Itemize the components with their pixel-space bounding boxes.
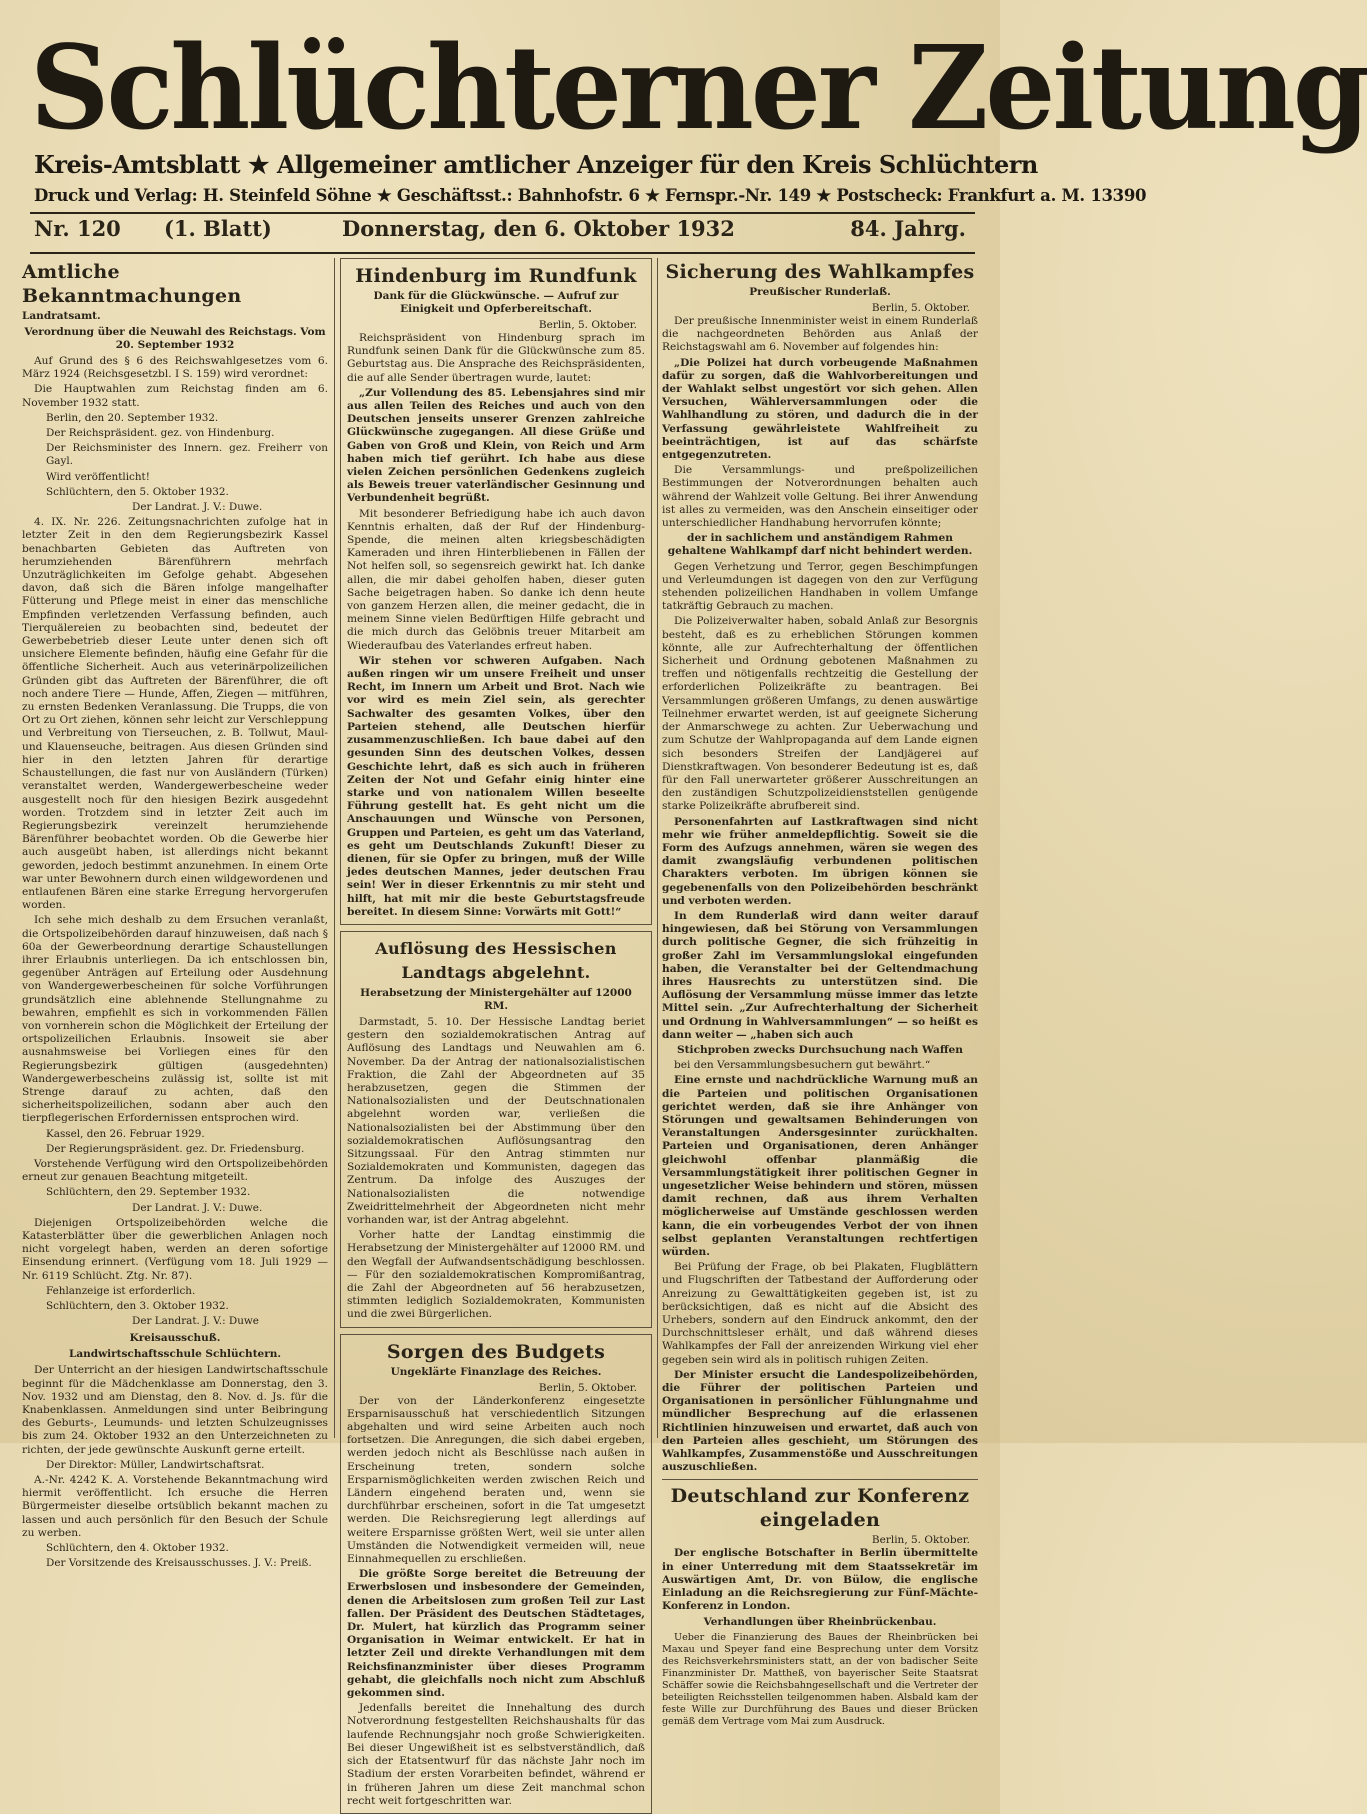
paragraph: Der englische Botschafter in Berlin übermittelte in einer Unterredung mit dem Staatssekretär im Auswärtigen Amt, Dr. von Bülow, die englische Einladung an die Reichsregierung zur Fünf-Mächte-Konferenz in London. [662, 1547, 978, 1613]
article-hindenburg [340, 258, 652, 925]
sheet-number: (1. Blatt) [164, 216, 272, 241]
paragraph: Mit besonderer Befriedigung habe ich auch davon Kenntnis erhalten, daß der Ruf der Hindenburg-Spende, die meinen alten kriegsbeschädigten Kameraden und ihren Hinterbliebenen in Fällen der Not helfen soll, so segensreich gewirkt hat. Ich danke allen, die mir dabei geholfen haben, dieser guten Sache beigetragen haben. So danke ich denn heute von ganzem Herzen allen, die meiner gedacht, die in meinem Sinne vielen Bedürftigen Hilfe gebracht und die mich durch das Gelöbnis treuer Mitarbeit am Wiederaufbau des Vaterlandes erfreut haben. [347, 507, 645, 652]
column-divider [657, 258, 658, 1438]
signature-line: Schlüchtern, den 4. Oktober 1932. [46, 1542, 229, 1555]
paragraph: 4. IX. Nr. 226. Zeitungsnachrichten zufolge hat in letzter Zeit in den dem Regierungsbezirk Kassel benachbarten Gebieten das Auftreten von herumziehenden Bärenführern mehrfach Unzuträglichkeiten im Gefolge gehabt. Abgesehen davon, daß sich die Bären infolge mangelhafter Fütterung und Pflege meist in einer das menschliche Empfinden verletzenden Verfassung befinden, auch Tierquälereien zu beobachten sind, bedeutet der Gewerbebetrieb dieser Leute unter denen sich oft unsichere Elemente befinden, häufig eine Gefahr für die öffentliche Sicherheit. Auch aus veterinärpolizeilichen Gründen gibt das Auftreten der Bärenführer, die oft noch andere Tiere — Hunde, Affen, Ziegen — mitführen, zu ernsten Bedenken Veranlassung. Die Trupps, die von Ort zu Ort ziehen, können sehr leicht zur Verschleppung und Verbreitung von Tierseuchen, z. B. Tollwut, Maul- und Klauenseuche, beitragen. Aus diesen Gründen sind hier in den letzten Jahren für derartige Schaustellungen, die fast nur von Ausländern (Türken) veranstaltet werden, Wandergewerbescheine weder ausgestellt noch für den hiesigen Bezirk ausgedehnt worden. Trotzdem sind in letzter Zeit auch im Regierungsbezirk vereinzelt herumziehende Bärenführer beobachtet worden. Ob die Gewerbe hier auch ausgeübt haben, ist allerdings nicht bekannt geworden, jedoch bestimmt anzunehmen. In einem Orte war unter Bewohnern durch einen wildgewordenen und entlaufenen Bären eine starke Erregung hervorgerufen worden. [22, 516, 328, 912]
article-dateline: Berlin, 5. Oktober. [538, 319, 637, 331]
paragraph: Die größte Sorge bereitet die Betreuung der Erwerbslosen und insbesondere der Gemeinden, denen die Arbeitslosen zum großen Teil zur Last fallen. Der Präsident des Deutschen Städtetages, Dr. Mulert, hat kürzlich das Programm seiner Organisation in Weimar entwickelt. Er hat in letzter Zeil und direkte Verhandlungen mit dem Reichsfinanzminister über dieses Programm gehabt, die gleichfalls noch nicht zum Abschluß gekommen sind. [347, 1568, 645, 1700]
rule-top [30, 212, 975, 214]
signature-line: Der Landrat. J. V.: Duwe. [132, 501, 263, 514]
paragraph: Der von der Länderkonferenz eingesetzte Ersparnisausschuß hat verschiedentlich Sitzungen abgehalten und wird seine Arbeiten auch noch fortsetzen. Die Anregungen, die sich dabei ergeben, werden jedoch nicht als Beschlüsse nach außen in Erscheinung treten, sondern solche Ersparnismöglichkeiten werden zwischen Reich und Ländern eingehend beraten und, wenn sie durchführbar erscheinen, sofort in die Tat umgesetzt werden. Die Reichsregierung legt allerdings auf weitere Ersparnisse größten Wert, weil sie unter allen Umständen die Notwendigkeit vermeiden will, neue Einnahmequellen zu erschließen. [347, 1394, 645, 1566]
office-label: Landratsamt. [22, 310, 101, 322]
paragraph: Der Minister ersucht die Landespolizeibehörden, die Führer der politischen Parteien und Organisationen in persönlicher Fühlungnahme und mündlicher Besprechung auf die erlassenen Richtlinien hinzuweisen und erwartet, daß auch von den Parteien alles geschieht, um Störungen des Wahlkampfes, Zusammenstöße und Ausschreitungen auszuschließen. [662, 1368, 978, 1474]
article-hessian-landtag [340, 931, 652, 1328]
signature-line: Schlüchtern, den 29. September 1932. [46, 1186, 251, 1199]
paragraph: Der Unterricht an der hiesigen Landwirtschaftsschule beginnt für die Mädchenklasse am Donnerstag, den 3. Nov. 1932 und am Dienstag, den 8. Nov. d. Js. für die Knabenklassen. Anmeldungen sind unter Beibringung des Geburts-, Leumunds- und letzten Schulzeugnisses bis zum 24. Oktober 1932 an den Unterzeichneten zu richten, der jede gewünschte Auskunft gerne erteilt. [22, 1364, 328, 1456]
dateline [34, 216, 974, 252]
paragraph: Auf Grund des § 6 des Reichswahlgesetzes vom 6. März 1924 (Reichsgesetzbl. I S. 159) wird verordnet: [22, 355, 328, 381]
paragraph: Jedenfalls bereitet die Innehaltung des durch Notverordnung festgestellten Reichshaushalts für das laufende Rechnungsjahr noch große Schwierigkeiten. Bei dieser Ungewißheit ist es selbstverständlich, daß sich der Etatsentwurf für das nächste Jahr noch im Stadium der ersten Vorarbeiten befindet, während er in früheren Jahren um diese Zeit manchmal schon recht weit fortgeschritten war. [347, 1702, 645, 1807]
article-dateline: Berlin, 5. Oktober. [871, 302, 970, 314]
paragraph: bei den Versammlungsbesuchern gut bewährt.“ [674, 1059, 931, 1072]
paragraph: In dem Runderlaß wird dann weiter darauf hingewiesen, daß bei Störung von Versammlungen durch politische Gegner, die sich frühzeitig in großer Zahl im Versammlungslokal eingefunden haben, die Veranstalter bei der Geltendmachung ihres Hausrechts zu unterstützen sind. Die Auflösung der Versammlung müsse immer das letzte Mittel sein. „Zur Aufrechterhaltung der Sicherheit und Ordnung in Wahlversammlungen“ — so heißt es dann weiter — „haben sich auch [662, 909, 978, 1041]
paragraph: Die Hauptwahlen zum Reichstag finden am 6. November 1932 statt. [22, 383, 328, 409]
section-heading: Amtliche Bekanntmachungen [22, 261, 242, 307]
article-budget [340, 1334, 652, 1814]
signature-line: Der Vorsitzende des Kreisausschusses. J. V.: Preiß. [46, 1557, 312, 1570]
committee-label: Kreisausschuß. [129, 1332, 221, 1345]
rule-bottom [30, 252, 975, 254]
ordinance-title: Verordnung über die Neuwahl des Reichstags. Vom 20. September 1932 [24, 326, 326, 351]
paragraph: A.-Nr. 4242 K. A. Vorstehende Bekanntmachung wird hiermit veröffentlicht. Ich ersuche die Herren Bürgermeister dieselbe ortsüblich bekannt machen zu lassen und auch persönlich für den Besuch der Schule zu werben. [22, 1474, 328, 1539]
article-dateline: Berlin, 5. Oktober. [538, 1381, 637, 1394]
article-heading: Sicherung des Wahlkampfes [665, 261, 975, 283]
signature-line: Schlüchtern, den 5. Oktober 1932. [46, 485, 229, 498]
column-official-notices [22, 258, 328, 1570]
masthead-title: Schlüchterner Zeitung [30, 19, 1367, 156]
paragraph: Eine ernste und nachdrückliche Warnung muß an die Parteien und politischen Organisationen gerichtet werden, daß sie ihre Anhänger von Störungen und gewaltsamen Behinderungen von Veranstaltungen Andersgesinnter zurückhalten. Parteien und Organisationen, deren Anhänger gleichwohl offenbar planmäßig die Versammlungstätigkeit ihrer politischen Gegner in ungesetzlicher Weise behindern und stören, müssen damit rechnen, daß aus ihrem Verhalten möglicherweise auf Umstände geschlossen werden kann, die ein vorbeugendes Verbot der von ihnen selbst geplanten Veranstaltungen rechtfertigen würden. [662, 1074, 978, 1259]
article-heading: Auflösung des Hessischen Landtags abgelehnt. [375, 938, 617, 982]
paragraph: Darmstadt, 5. 10. Der Hessische Landtag beriet gestern den sozialdemokratischen Antrag auf Auflösung des Landtags und Neuwahlen am 6. November. Da der Antrag der nationalsozialistischen Fraktion, die Zahl der Abgeordneten auf 35 herabzusetzen, gegen die Stimmen der Nationalsozialisten und der Deutschnationalen abgelehnt worden war, verließen die Nationalsozialisten bei der Abstimmung über den sozialdemokratischen Auflösungsantrag den Sitzungssaal. Für den Antrag stimmten nur Sozialdemokraten und Kommunisten, dagegen das Zentrum. Da infolge des Auszuges der Nationalsozialisten die notwendige Zweidrittelmehrheit der Abgeordneten nicht mehr vorhanden war, ist der Antrag abgelehnt. [347, 1015, 645, 1226]
column-divider [334, 258, 335, 1438]
article-dateline: Berlin, 5. Oktober. [871, 1534, 970, 1547]
article-divider [662, 1479, 978, 1480]
paragraph: der in sachlichem und anständigem Rahmen gehaltene Wahlkampf darf nicht behindert werden. [667, 532, 973, 558]
paragraph: Gegen Verhetzung und Terror, gegen Beschimpfungen und Verleumdungen ist dagegen von den zur Verfügung stehenden polizeilichen Handhaben in vollem Umfange tatkräftig Gebrauch zu machen. [662, 560, 978, 613]
issue-date: Donnerstag, den 6. Oktober 1932 [342, 216, 735, 241]
issue-number: Nr. 120 [34, 216, 121, 241]
article-subheading: Preußischer Runderlaß. [749, 286, 891, 298]
article-heading: Hindenburg im Rundfunk [355, 265, 637, 287]
paragraph: Stichproben zwecks Durchsuchung nach Waffen [677, 1043, 963, 1056]
paragraph: Die Versammlungs- und preßpolizeilichen Bestimmungen der Notverordnungen behalten auch während der Wahlzeit volle Geltung. Bei ihrer Anwendung ist alles zu vermeiden, was den Anschein einseitiger oder unterschiedlicher Handhabung hervorrufen könnte; [662, 464, 978, 530]
paragraph: Die Polizeiverwalter haben, sobald Anlaß zur Besorgnis besteht, daß es zu erheblichen Störungen kommen könnte, alle zur Aufrechterhaltung der öffentlichen Sicherheit und Ordnung gebotenen Maßnahmen zu treffen und nötigenfalls rechtzeitig die Gestellung der erforderlichen Polizeikräfte zu beantragen. Bei Versammlungen größeren Umfangs, zu denen auswärtige Teilnehmer erwartet werden, ist auf geeignete Sicherung der Anmarschwege zu achten. Zur Ueberwachung und zum Schutze der Wahlpropaganda auf dem Lande eignen sich besonders Streifen der Landjägerei auf Dienstkraftwagen. Von besonderer Bedeutung ist es, daß für den Fall unerwarteter größerer Ausschreitungen an den zuständigen Schutzpolizeidienststellen genügende starke Polizeikräfte abrufbereit sind. [662, 615, 978, 813]
signature-line: Der Landrat. J. V.: Duwe. [132, 1201, 263, 1214]
article-subheading: Verhandlungen über Rheinbrückenbau. [703, 1616, 937, 1629]
signature-line: Der Direktor: Müller, Landwirtschaftsrat. [46, 1458, 265, 1471]
signature-line: Schlüchtern, den 3. Oktober 1932. [46, 1300, 229, 1313]
article-subheading: Ungeklärte Finanzlage des Reiches. [390, 1365, 602, 1378]
signature-line: Berlin, den 20. September 1932. [46, 411, 219, 424]
paragraph: Vorher hatte der Landtag einstimmig die Herabsetzung der Ministergehälter auf 12000 RM. und den Wegfall der Aufwandsentschädigung beschlossen. — Für den sozialdemokratischen Kompromißantrag, die Zahl der Abgeordneten auf 56 herabzusetzen, stimmten lediglich Sozialdemokraten, Kommunisten und die zwei Bürgerlichen. [347, 1229, 645, 1321]
signature-line: Der Regierungspräsident. gez. Dr. Friedensburg. [46, 1142, 305, 1155]
paragraph: Ueber die Finanzierung des Baues der Rheinbrücken bei Maxau und Speyer fand eine Besprechung unter dem Vorsitz des Reichsverkehrsministers statt, an der von badischer Seite Finanzminister Dr. Mattheß, von bayerischer Seite Staatsrat Schäffer sowie die Reichsbahngesellschaft und die Vertreter der beteiligten Reichsstellen teilgenommen haben. Alsbald kam der feste Wille zur Durchführung des Baues und dieser Brücken gemäß dem Vertrage vom Mai zum Ausdruck. [662, 1632, 978, 1728]
signature-line: Der Reichspräsident. gez. von Hindenburg. [46, 427, 275, 440]
masthead-subtitle: Kreis-Amtsblatt ★ Allgemeiner amtlicher Anzeiger für den Kreis Schlüchtern [34, 150, 1038, 179]
paragraph: „Die Polizei hat durch vorbeugende Maßnahmen dafür zu sorgen, daß die Wahlvorbereitungen und der Wahlakt selbst ungestört vor sich gehen. Allen Versuchen, Wählerversammlungen oder die Wahlhandlung zu stören, und dadurch die in der Verfassung gewährleistete Wahlfreiheit zu beeinträchtigen, ist auf das schärfste entgegenzutreten. [662, 356, 978, 462]
paragraph: Diejenigen Ortspolizeibehörden welche die Katasterblätter über die gewerblichen Anlagen noch nicht vorgelegt haben, werden an deren sofortige Einsendung erinnert. (Verfügung vom 18. Juli 1929 — Nr. 6119 Schlücht. Ztg. Nr. 87). [22, 1216, 328, 1282]
volume-year: 84. Jahrg. [850, 216, 966, 241]
paragraph: Reichspräsident von Hindenburg sprach im Rundfunk seinen Dank für die Glückwünsche zum 85. Geburtstag aus. Die Ansprache des Reichspräsidenten, die auf alle Sender übertragen wurde, lautet: [347, 332, 645, 384]
paragraph: „Zur Vollendung des 85. Lebensjahres sind mir aus allen Teilen des Reiches und auch von den Deutschen jenseits unserer Grenzen zahlreiche Glückwünsche zugegangen. All diese Grüße und Gaben von Groß und Klein, von Reich und Arm haben mich tief gerührt. Ich habe aus diese vielen Zeichen persönlichen Gedenkens zugleich als Beweis treuer vaterländischer Gesinnung und Verbundenheit begrüßt. [347, 386, 645, 505]
signature-line: Wird veröffentlicht! [46, 470, 150, 483]
paragraph: Wir stehen vor schweren Aufgaben. Nach außen ringen wir um unsere Freiheit und unser Recht, im Innern um Arbeit und Brot. Nach wie vor wird es mein Ziel sein, als gerechter Sachwalter des gesamten Volkes, über den Parteien stehend, alle Deutschen hierfür zusammenzuschließen. Ich baue dabei auf den gesunden Sinn des deutschen Volkes, dessen Geschichte lehrt, daß es sich auch in früheren Zeiten der Not und Gefahr einig hinter eine starke und von nationalem Willen beseelte Führung gestellt hat. Es geht nicht um die Anschauungen und Wünsche von Personen, Gruppen und Parteien, es geht um das Vaterland, es geht um Deutschlands Zukunft! Dieser zu dienen, für sie Opfer zu bringen, muß der Wille jedes deutschen Mannes, jeder deutschen Frau sein! Wer in dieser Erkenntnis zu mir steht und hilft, hat mit mir die beste Geburtstagsfreude bereitet. In diesem Sinne: Vorwärts mit Gott!“ [347, 654, 645, 918]
paragraph: Ich sehe mich deshalb zu dem Ersuchen veranlaßt, die Ortspolizeibehörden darauf hinzuweisen, daß nach § 60a der Gewerbeordnung derartige Schaustellungen ihrer Erlaubnis unterliegen. Da ich entschlossen bin, gegenüber Anträgen auf Erteilung oder Ausdehnung von Wandergewerbescheinen für solche Vorführungen grundsätzlich eine ablehnende Stellungnahme zu bewahren, empfiehlt es sich in vorkommenden Fällen von vornherein schon die Möglichkeit der Erteilung der ortspolizeilichen Erlaubnis. Insoweit sie aber ausnahmsweise bei Vorliegen eines für den Regierungsbezirk gültigen (ausgedehnten) Wandergewerbescheins zulässig ist, sollte ist mit Strenge darauf zu achten, daß den sicherheitspolizeilichen, sodann aber auch den tierpflegerischen Erfordernissen entsprochen wird. [22, 914, 328, 1125]
column-middle [340, 258, 652, 1807]
column-right [662, 258, 978, 1728]
paragraph: Bei Prüfung der Frage, ob bei Plakaten, Flugblättern und Flugschriften der Tatbestand der Aufforderung oder Anreizung zu Gewalttätigkeiten gegeben ist, ist zu berücksichtigen, daß es nicht auf die Absicht des Urhebers, sondern auf den Eindruck ankommt, den der Durchschnittsleser erhält, und daß während dieses Wahlkampfes der Fall der anreizenden Wirkung viel eher gegeben sein wird als in politisch ruhigen Zeiten. [662, 1261, 978, 1366]
signature-line: Fehlanzeige ist erforderlich. [46, 1284, 196, 1297]
school-title: Landwirtschaftsschule Schlüchtern. [68, 1348, 282, 1361]
signature-line: Der Landrat. J. V.: Duwe [132, 1315, 259, 1328]
paragraph: Der preußische Innenminister weist in einem Runderlaß die nachgeordneten Behörden aus Anlaß der Reichstagswahl am 6. November auf folgendes hin: [662, 315, 978, 354]
article-subheading: Herabsetzung der Ministergehälter auf 12000 RM. [360, 986, 632, 1012]
article-subheading: Dank für die Glückwünsche. — Aufruf zur Einigkeit und Opferbereitschaft. [373, 290, 619, 315]
article-heading: Sorgen des Budgets [386, 1340, 606, 1363]
masthead-imprint: Druck und Verlag: H. Steinfeld Söhne ★ Geschäftsst.: Bahnhofstr. 6 ★ Fernspr.-Nr. 149 ★ Postscheck: Frankfurt a. M. 13390 [34, 186, 1147, 205]
signature-line: Kassel, den 26. Februar 1929. [46, 1127, 205, 1140]
paragraph: Personenfahrten auf Lastkraftwagen sind nicht mehr wie früher anmeldepflichtig. Soweit sie die Form des Aufzugs annehmen, wären sie wegen des damit zwangsläufig verbundenen politischen Charakters verboten. Im übrigen können sie gegebenenfalls von den Polizeibehörden beschränkt und verboten werden. [662, 815, 978, 907]
signature-line: Der Reichsminister des Innern. gez. Freiherr von Gayl. [46, 442, 328, 468]
paragraph: Vorstehende Verfügung wird den Ortspolizeibehörden erneut zur genauen Beachtung mitgeteilt. [22, 1157, 328, 1184]
article-heading: Deutschland zur Konferenz eingeladen [670, 1485, 970, 1532]
